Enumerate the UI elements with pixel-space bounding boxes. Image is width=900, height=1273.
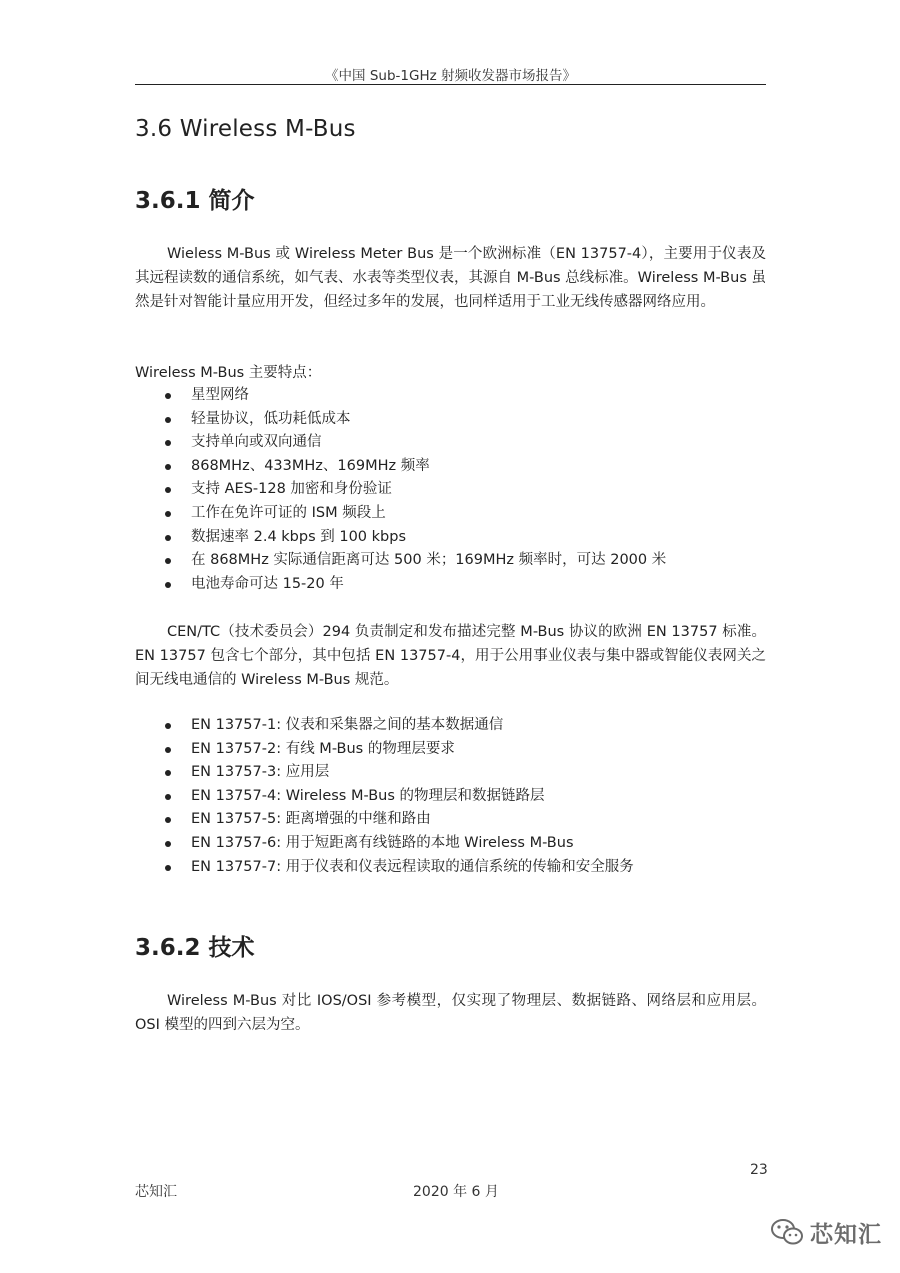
intro-heading: 3.6.1 简介 [135,188,255,214]
bullet-icon [165,723,171,729]
features-list [135,384,766,596]
list-item: EN 13757-3: 应用层 [135,761,766,785]
technology-heading: 3.6.2 技术 [135,935,255,961]
bullet-icon [165,487,171,493]
intro-paragraph: Wieless M-Bus 或 Wireless Meter Bus 是一个欧洲标准（EN 13757-4），主要用于仪表及其远程读数的通信系统，如气表、水表等类型仪表，其源自 M-Bus 总线标准。Wireless M-Bus 虽然是针对智能计量应用开发，但经过多年的发展，也同样适用于工业无线传感器网络应用。 [135,246,766,310]
bullet-icon [165,558,171,564]
footer-date: 2020 年 6 月 [413,1184,499,1200]
bullet-icon [165,747,171,753]
list-item: 在 868MHz 实际通信距离可达 500 米；169MHz 频率时，可达 2000 米 [135,549,766,573]
bullet-icon [165,511,171,517]
page-number: 23 [750,1162,768,1178]
list-item: 868MHz、433MHz、169MHz 频率 [135,455,766,479]
list-item: EN 13757-6: 用于短距离有线链路的本地 Wireless M-Bus [135,832,766,856]
bullet-icon [165,794,171,800]
technology-paragraph: Wireless M-Bus 对比 IOS/OSI 参考模型，仅实现了物理层、数据链路、网络层和应用层。OSI 模型的四到六层为空。 [135,993,766,1033]
watermark [770,1214,882,1250]
bullet-icon [165,393,171,399]
bullet-icon [165,535,171,541]
watermark-text: 芯知汇 [810,1221,882,1248]
list-item: 星型网络 [135,384,766,408]
bullet-icon [165,417,171,423]
list-item: EN 13757-1: 仪表和采集器之间的基本数据通信 [135,714,766,738]
bullet-icon [165,770,171,776]
list-item: 电池寿命可达 15-20 年 [135,573,766,597]
bullet-icon [165,440,171,446]
list-item: 轻量协议，低功耗低成本 [135,408,766,432]
footer-publisher: 芯知汇 [135,1184,177,1200]
list-item: EN 13757-2: 有线 M-Bus 的物理层要求 [135,738,766,762]
bullet-icon [165,582,171,588]
running-header: 《中国 Sub-1GHz 射频收发器市场报告》 [325,68,576,84]
list-item: EN 13757-7: 用于仪表和仪表远程读取的通信系统的传输和安全服务 [135,856,766,880]
bullet-icon [165,841,171,847]
bullet-icon [165,817,171,823]
list-item: 支持单向或双向通信 [135,431,766,455]
wechat-icon [770,1217,804,1247]
standard-paragraph: CEN/TC（技术委员会）294 负责制定和发布描述完整 M-Bus 协议的欧洲 EN 13757 标准。EN 13757 包含七个部分，其中包括 EN 13757-4，用于公用事业仪表与集中器或智能仪表网关之间无线电通信的 Wireless M-Bus 规范。 [135,624,766,688]
list-item: EN 13757-5: 距离增强的中继和路由 [135,808,766,832]
list-item: 数据速率 2.4 kbps 到 100 kbps [135,526,766,550]
list-item: EN 13757-4: Wireless M-Bus 的物理层和数据链路层 [135,785,766,809]
list-item: 支持 AES-128 加密和身份验证 [135,478,766,502]
features-label: Wireless M-Bus 主要特点： [135,365,322,381]
header-divider [135,84,766,85]
list-item: 工作在免许可证的 ISM 频段上 [135,502,766,526]
bullet-icon [165,464,171,470]
section-title: 3.6 Wireless M-Bus [135,116,356,142]
bullet-icon [165,865,171,871]
parts-list [135,714,766,879]
